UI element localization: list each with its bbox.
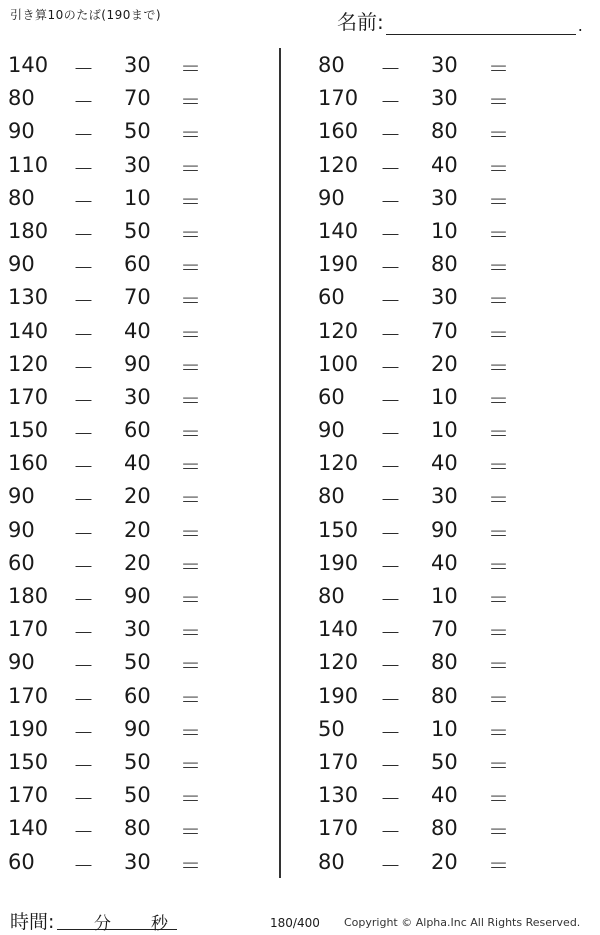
minuend: 80 — [318, 53, 345, 77]
minuend: 190 — [318, 683, 359, 708]
minuend: 170 — [318, 749, 359, 774]
minuend: 160 — [8, 451, 49, 476]
subtrahend: 30 — [124, 849, 151, 874]
minuend: 170 — [8, 384, 49, 409]
subtrahend: 80 — [431, 119, 458, 144]
problem-row — [300, 712, 580, 745]
problem-row — [0, 214, 280, 247]
equals-sign: ＝ — [180, 222, 201, 247]
left-problem-column — [0, 48, 280, 878]
minuend: 50 — [318, 716, 345, 741]
equals-sign: ＝ — [180, 488, 201, 513]
minuend: 150 — [318, 517, 359, 542]
minus-sign: － — [380, 554, 401, 579]
equals-sign: ＝ — [488, 156, 509, 181]
worksheet-title: 引き算10のたば(190まで) — [10, 8, 162, 22]
equals-sign: ＝ — [180, 588, 201, 612]
subtrahend: 30 — [124, 152, 151, 177]
equals-sign: ＝ — [180, 853, 201, 878]
minuend: 80 — [318, 584, 345, 608]
minus-sign: － — [73, 189, 94, 214]
subtrahend: 90 — [124, 351, 151, 376]
problem-row — [0, 247, 280, 280]
minus-sign: － — [380, 189, 401, 214]
name-label: 名前: — [337, 10, 384, 34]
problem-row — [0, 81, 280, 114]
problem-row — [0, 347, 280, 380]
equals-sign: ＝ — [488, 787, 509, 812]
problem-row — [300, 314, 580, 347]
name-end-dot: . — [577, 16, 583, 35]
equals-sign: ＝ — [488, 455, 509, 480]
problem-row — [300, 612, 580, 645]
problem-row — [300, 413, 580, 446]
equals-sign: ＝ — [488, 388, 509, 413]
minuend: 190 — [318, 550, 359, 575]
minus-sign: － — [380, 222, 401, 247]
equals-sign: ＝ — [488, 90, 509, 115]
problem-row — [300, 48, 580, 81]
minus-sign: － — [380, 488, 401, 513]
equals-sign: ＝ — [488, 554, 509, 579]
subtrahend: 20 — [431, 351, 458, 376]
subtrahend: 90 — [431, 517, 458, 542]
problem-row — [300, 148, 580, 181]
minus-sign: － — [380, 521, 401, 546]
equals-sign: ＝ — [488, 355, 509, 380]
subtrahend: 70 — [124, 285, 151, 310]
minuend: 170 — [318, 86, 359, 111]
subtrahend: 50 — [431, 749, 458, 774]
equals-sign: ＝ — [488, 521, 509, 546]
problem-row — [0, 280, 280, 313]
problem-row — [0, 546, 280, 579]
equals-sign: ＝ — [488, 654, 509, 679]
subtrahend: 40 — [124, 451, 151, 476]
minus-sign: － — [73, 687, 94, 712]
equals-sign: ＝ — [488, 621, 509, 646]
problem-row — [0, 380, 280, 413]
minuend: 60 — [318, 285, 345, 310]
time-label: 時間: — [10, 911, 55, 933]
minuend: 90 — [8, 252, 35, 277]
minuend: 120 — [318, 318, 359, 343]
subtrahend: 80 — [431, 252, 458, 277]
minus-sign: － — [380, 687, 401, 712]
subtrahend: 30 — [431, 185, 458, 210]
minus-sign: － — [380, 654, 401, 679]
minus-sign: － — [380, 156, 401, 181]
name-blank-line[interactable] — [386, 12, 576, 35]
minus-sign: － — [380, 90, 401, 115]
subtrahend: 50 — [124, 119, 151, 144]
minus-sign: － — [73, 355, 94, 380]
equals-sign: ＝ — [488, 422, 509, 447]
subtrahend: 60 — [124, 418, 151, 443]
minuend: 170 — [318, 816, 359, 841]
equals-sign: ＝ — [180, 322, 201, 347]
minus-sign: － — [73, 90, 94, 115]
subtrahend: 80 — [431, 650, 458, 675]
problem-row — [300, 81, 580, 114]
minuend: 150 — [8, 418, 49, 443]
minus-sign: － — [73, 57, 94, 81]
subtrahend: 30 — [431, 86, 458, 111]
problem-row — [300, 579, 580, 612]
subtrahend: 10 — [124, 185, 151, 210]
subtrahend: 50 — [124, 749, 151, 774]
minus-sign: － — [73, 753, 94, 778]
problem-row — [300, 280, 580, 313]
problem-row — [300, 181, 580, 214]
subtrahend: 20 — [124, 550, 151, 575]
subtrahend: 50 — [124, 783, 151, 808]
minus-sign: － — [73, 853, 94, 878]
minuend: 140 — [8, 318, 49, 343]
minuend: 60 — [8, 550, 35, 575]
minus-sign: － — [73, 123, 94, 148]
minus-sign: － — [380, 588, 401, 612]
subtrahend: 20 — [124, 517, 151, 542]
minuend: 110 — [8, 152, 49, 177]
problem-row — [0, 314, 280, 347]
minuend: 170 — [8, 783, 49, 808]
minus-sign: － — [380, 820, 401, 845]
problem-row — [300, 446, 580, 479]
problem-row — [0, 513, 280, 546]
subtrahend: 30 — [431, 484, 458, 509]
equals-sign: ＝ — [488, 853, 509, 878]
minuend: 120 — [318, 650, 359, 675]
minuend: 150 — [8, 749, 49, 774]
minus-sign: － — [380, 256, 401, 281]
minus-sign: － — [73, 588, 94, 612]
equals-sign: ＝ — [180, 388, 201, 413]
minus-sign: － — [380, 720, 401, 745]
problem-row — [0, 679, 280, 712]
seconds-label: 秒 — [151, 914, 168, 934]
minuend: 120 — [8, 351, 49, 376]
minus-sign: － — [380, 355, 401, 380]
subtrahend: 70 — [431, 318, 458, 343]
equals-sign: ＝ — [180, 687, 201, 712]
equals-sign: ＝ — [180, 123, 201, 148]
minuend: 90 — [8, 119, 35, 144]
minuend: 140 — [318, 617, 359, 642]
minutes-label: 分 — [94, 914, 111, 934]
minus-sign: － — [73, 422, 94, 447]
minuend: 170 — [8, 617, 49, 642]
minus-sign: － — [380, 123, 401, 148]
equals-sign: ＝ — [180, 355, 201, 380]
page-number: 180/400 — [270, 916, 320, 930]
minuend: 160 — [318, 119, 359, 144]
minuend: 80 — [8, 86, 35, 111]
subtrahend: 60 — [124, 683, 151, 708]
minuend: 60 — [8, 849, 35, 874]
subtrahend: 20 — [431, 849, 458, 874]
equals-sign: ＝ — [488, 753, 509, 778]
minus-sign: － — [380, 289, 401, 314]
equals-sign: ＝ — [180, 753, 201, 778]
problem-row — [300, 745, 580, 778]
subtrahend: 10 — [431, 716, 458, 741]
minus-sign: － — [73, 322, 94, 347]
problem-row — [300, 811, 580, 844]
minuend: 180 — [8, 218, 49, 243]
equals-sign: ＝ — [180, 654, 201, 679]
minus-sign: － — [73, 554, 94, 579]
subtrahend: 80 — [124, 816, 151, 841]
equals-sign: ＝ — [488, 322, 509, 347]
equals-sign: ＝ — [180, 820, 201, 845]
equals-sign: ＝ — [180, 90, 201, 115]
subtrahend: 30 — [124, 617, 151, 642]
minuend: 120 — [318, 451, 359, 476]
subtrahend: 70 — [124, 86, 151, 111]
equals-sign: ＝ — [488, 256, 509, 281]
subtrahend: 40 — [431, 783, 458, 808]
equals-sign: ＝ — [488, 123, 509, 148]
equals-sign: ＝ — [488, 588, 509, 612]
minus-sign: － — [380, 787, 401, 812]
subtrahend: 10 — [431, 218, 458, 243]
minus-sign: － — [380, 753, 401, 778]
problem-row — [0, 612, 280, 645]
minuend: 120 — [318, 152, 359, 177]
minuend: 130 — [318, 783, 359, 808]
subtrahend: 50 — [124, 650, 151, 675]
problem-row — [0, 778, 280, 811]
minuend: 190 — [8, 716, 49, 741]
subtrahend: 80 — [431, 816, 458, 841]
problem-row — [0, 845, 280, 878]
equals-sign: ＝ — [180, 57, 201, 81]
subtrahend: 90 — [124, 584, 151, 608]
minus-sign: － — [380, 57, 401, 81]
equals-sign: ＝ — [180, 720, 201, 745]
copyright-notice: Copyright © Alpha.Inc All Rights Reserved. — [344, 916, 581, 929]
problem-row — [300, 546, 580, 579]
equals-sign: ＝ — [488, 720, 509, 745]
problem-row — [0, 413, 280, 446]
minuend: 60 — [318, 384, 345, 409]
problem-row — [0, 114, 280, 147]
subtrahend: 40 — [431, 451, 458, 476]
subtrahend: 30 — [124, 53, 151, 77]
minuend: 180 — [8, 584, 49, 608]
subtrahend: 70 — [431, 617, 458, 642]
minuend: 140 — [8, 816, 49, 841]
equals-sign: ＝ — [488, 687, 509, 712]
minuend: 80 — [318, 484, 345, 509]
subtrahend: 10 — [431, 384, 458, 409]
equals-sign: ＝ — [180, 256, 201, 281]
minus-sign: － — [73, 488, 94, 513]
problem-row — [300, 479, 580, 512]
problem-row — [0, 579, 280, 612]
equals-sign: ＝ — [488, 222, 509, 247]
equals-sign: ＝ — [180, 289, 201, 314]
equals-sign: ＝ — [180, 787, 201, 812]
minus-sign: － — [73, 654, 94, 679]
equals-sign: ＝ — [180, 189, 201, 214]
problem-row — [0, 645, 280, 678]
minus-sign: － — [380, 422, 401, 447]
subtrahend: 40 — [431, 152, 458, 177]
subtrahend: 30 — [124, 384, 151, 409]
minuend: 100 — [318, 351, 359, 376]
problem-row — [300, 513, 580, 546]
equals-sign: ＝ — [180, 521, 201, 546]
minuend: 80 — [8, 185, 35, 210]
problem-row — [0, 446, 280, 479]
name-field — [337, 6, 583, 35]
subtrahend: 80 — [431, 683, 458, 708]
problem-row — [0, 479, 280, 512]
problem-row — [0, 181, 280, 214]
minus-sign: － — [380, 388, 401, 413]
minus-sign: － — [73, 820, 94, 845]
problem-row — [0, 48, 280, 81]
minuend: 190 — [318, 252, 359, 277]
equals-sign: ＝ — [180, 554, 201, 579]
equals-sign: ＝ — [488, 289, 509, 314]
problem-row — [300, 247, 580, 280]
subtrahend: 10 — [431, 584, 458, 608]
minuend: 90 — [8, 650, 35, 675]
subtrahend: 50 — [124, 218, 151, 243]
problem-row — [300, 347, 580, 380]
equals-sign: ＝ — [180, 422, 201, 447]
subtrahend: 60 — [124, 252, 151, 277]
equals-sign: ＝ — [180, 156, 201, 181]
problem-row — [300, 645, 580, 678]
subtrahend: 20 — [124, 484, 151, 509]
minuend: 140 — [8, 53, 49, 77]
minus-sign: － — [73, 787, 94, 812]
equals-sign: ＝ — [488, 820, 509, 845]
minus-sign: － — [73, 388, 94, 413]
minuend: 90 — [318, 185, 345, 210]
minuend: 140 — [318, 218, 359, 243]
problem-row — [300, 114, 580, 147]
problem-row — [300, 679, 580, 712]
subtrahend: 40 — [124, 318, 151, 343]
minus-sign: － — [380, 621, 401, 646]
subtrahend: 10 — [431, 418, 458, 443]
minuend: 80 — [318, 849, 345, 874]
problem-row — [300, 380, 580, 413]
problem-row — [300, 778, 580, 811]
minuend: 90 — [8, 484, 35, 509]
minuend: 90 — [8, 517, 35, 542]
equals-sign: ＝ — [180, 455, 201, 480]
equals-sign: ＝ — [488, 57, 509, 81]
minuend: 130 — [8, 285, 49, 310]
minus-sign: － — [380, 455, 401, 480]
minus-sign: － — [73, 521, 94, 546]
footer — [0, 905, 600, 935]
problem-row — [0, 811, 280, 844]
subtrahend: 30 — [431, 285, 458, 310]
equals-sign: ＝ — [488, 189, 509, 214]
equals-sign: ＝ — [180, 621, 201, 646]
minus-sign: － — [73, 621, 94, 646]
subtrahend: 30 — [431, 53, 458, 77]
problem-row — [0, 148, 280, 181]
minuend: 170 — [8, 683, 49, 708]
minus-sign: － — [73, 222, 94, 247]
equals-sign: ＝ — [488, 488, 509, 513]
problem-row — [0, 745, 280, 778]
problem-row — [300, 214, 580, 247]
right-problem-column — [300, 48, 580, 878]
problem-row — [0, 712, 280, 745]
minus-sign: － — [73, 455, 94, 480]
subtrahend: 90 — [124, 716, 151, 741]
minus-sign: － — [380, 853, 401, 878]
problem-row — [300, 845, 580, 878]
minus-sign: － — [380, 322, 401, 347]
minus-sign: － — [73, 256, 94, 281]
subtrahend: 40 — [431, 550, 458, 575]
minuend: 90 — [318, 418, 345, 443]
minus-sign: － — [73, 156, 94, 181]
minus-sign: － — [73, 720, 94, 745]
minus-sign: － — [73, 289, 94, 314]
